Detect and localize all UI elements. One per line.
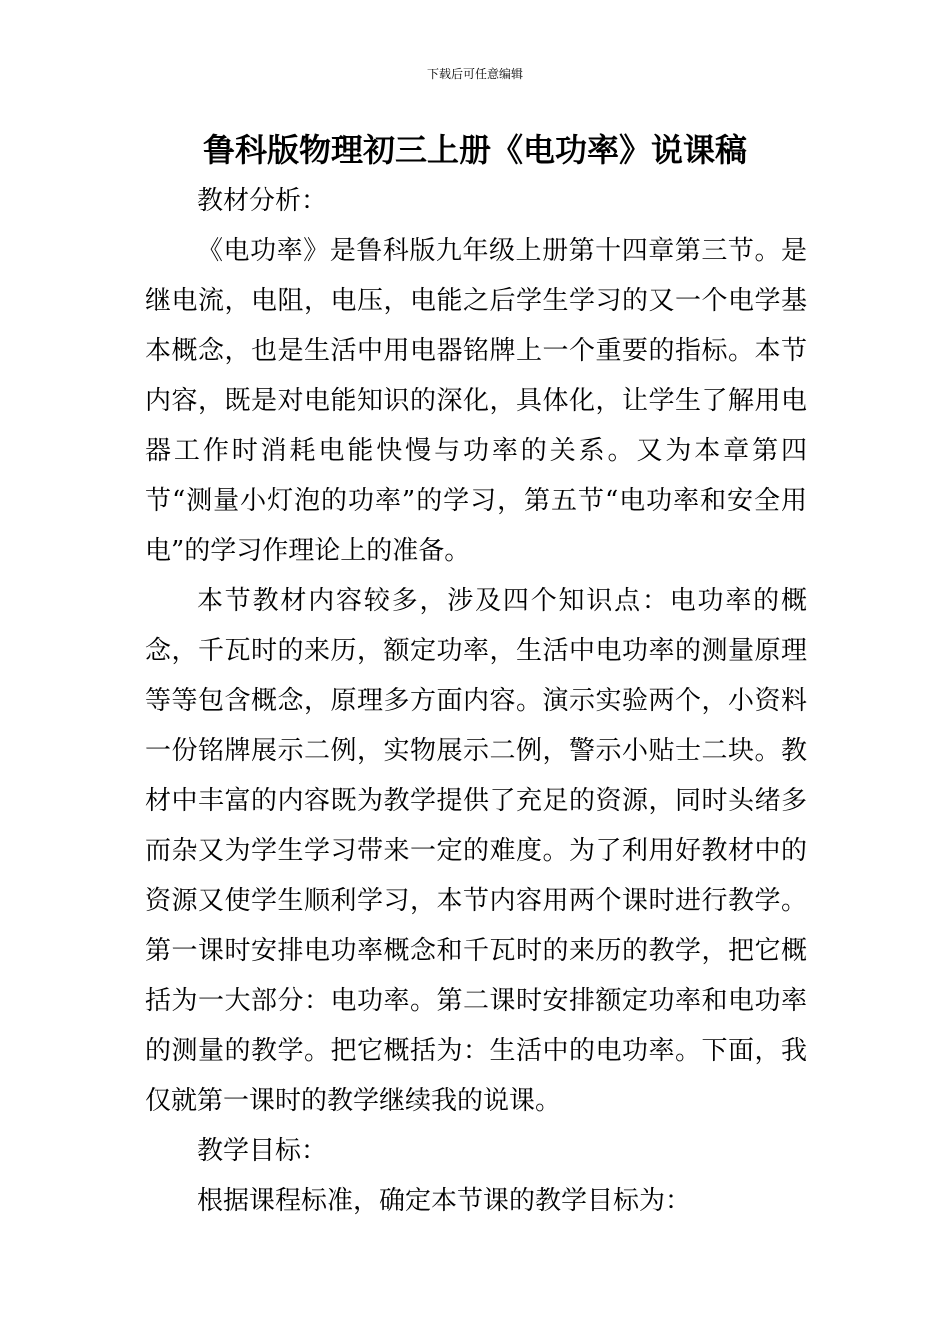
- section-heading-analysis: 教材分析：: [197, 186, 328, 216]
- document-title: 鲁科版物理初三上册《电功率》说课稿: [202, 131, 747, 169]
- document-body: [145, 176, 807, 1226]
- section-heading-goals: 教学目标：: [197, 1136, 328, 1166]
- paragraph-goals-intro: 根据课程标准，确定本节课的教学目标为：: [197, 1186, 692, 1216]
- header-note: 下载后可任意编辑: [426, 67, 523, 81]
- paragraph-intro: 《电功率》是鲁科版九年级上册第十四章第三节。是继电流，电阻，电压，电能之后学生学习的又一个电学基本概念，也是生活中用电器铭牌上一个重要的指标。本节内容，既是对电能知识的深化，具体化，让学生了解用电器工作时消耗电能快慢与功率的关系。又为本章第四节“测量小灯泡的功率”的学习，第五节“电功率和安全用电”的学习作理论上的准备。: [145, 236, 807, 566]
- paragraph-content: 本节教材内容较多，涉及四个知识点：电功率的概念，千瓦时的来历，额定功率，生活中电功率的测量原理等等包含概念，原理多方面内容。演示实验两个，小资料一份铭牌展示二例，实物展示二例，警示小贴士二块。教材中丰富的内容既为教学提供了充足的资源，同时头绪多而杂又为学生学习带来一定的难度。为了利用好教材中的资源又使学生顺利学习，本节内容用两个课时进行教学。第一课时安排电功率概念和千瓦时的来历的教学，把它概括为一大部分：电功率。第二课时安排额定功率和电功率的测量的教学。把它概括为：生活中的电功率。下面，我仅就第一课时的教学继续我的说课。: [145, 586, 807, 1116]
